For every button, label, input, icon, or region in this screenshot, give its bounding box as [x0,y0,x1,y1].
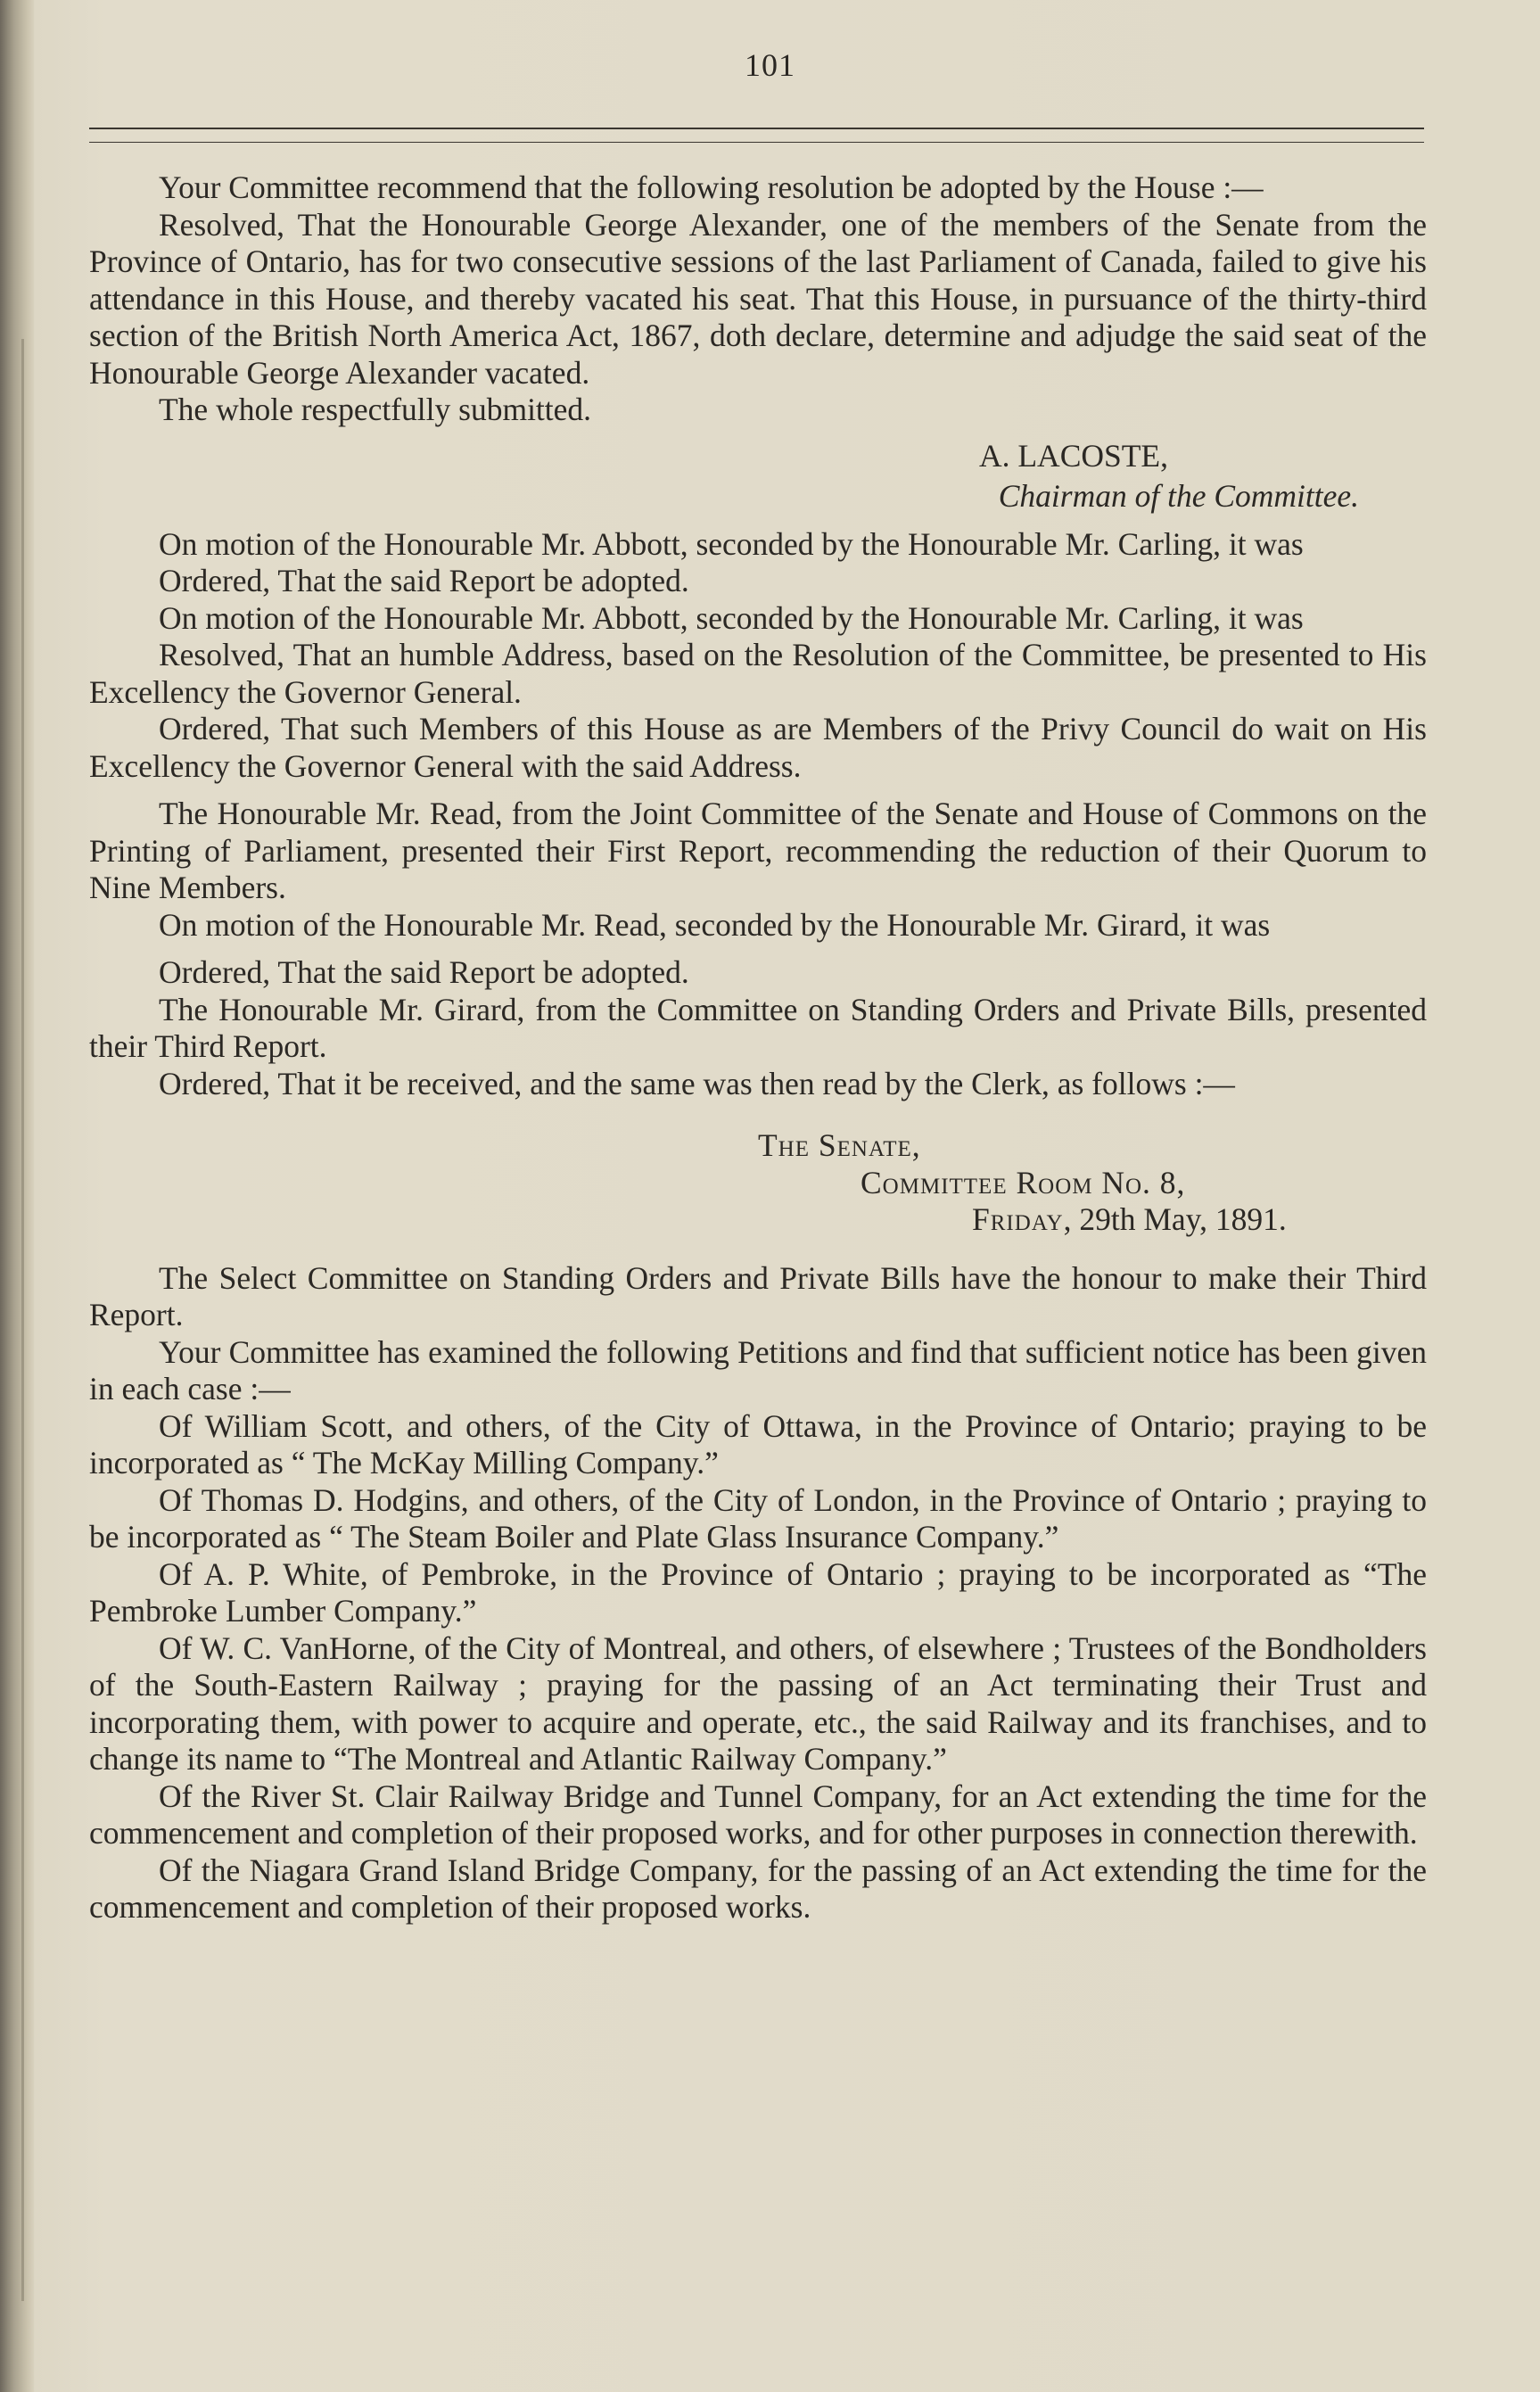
paragraph-motion-abbott-2: On motion of the Honourable Mr. Abbott, seconded by the Honourable Mr. Carling, it was [159,599,1304,636]
paragraph-ordered-privy-council: Ordered, That such Members of this House as are Members of the Privy Council do wait on His Excellency the Governor General with the said Address. [89,711,1427,784]
paragraph-resolved-address: Resolved, That an humble Address, based on the Resolution of the Committee, be presented to His Excellency the Governor General. [89,637,1427,710]
paragraph-committee-recommend: Your Committee recommend that the following resolution be adopted by the House :— [159,169,1264,205]
petition-niagara-bridge: Of the Niagara Grand Island Bridge Company, for the passing of an Act extending the time for the commencement and completion of their proposed works. [89,1852,1427,1925]
petition-vanhorne: Of W. C. VanHorne, of the City of Montreal, and others, of elsewhere ; Trustees of the Bondholders of the South-Eastern Railway ; praying for the passing of an Act terminating their Trust and incorporating them, with power to acquire and operate, etc., the said Railway and its franchises, and to change its name to “The Montreal and Atlantic Railway Company.” [89,1629,1427,1777]
signature-name: A. LACOSTE, [978,437,1168,474]
paragraph-select-committee: The Select Committee on Standing Orders and Private Bills have the honour to make their Third Report. [89,1259,1427,1332]
report-header-committee-room: Committee Room No. 8, [861,1164,1186,1200]
paragraph-motion-read: On motion of the Honourable Mr. Read, seconded by the Honourable Mr. Girard, it was [159,906,1271,943]
report-header-date [89,1201,1427,1239]
paragraph-ordered-report-adopted-2: Ordered, That the said Report be adopted. [159,954,689,990]
header-rule [89,128,1424,143]
report-header-day: Friday [972,1201,1064,1237]
page-number: 101 [745,47,795,83]
body-text [89,169,1427,1926]
petition-thomas-hodgins: Of Thomas D. Hodgins, and others, of the City of London, in the Province of Ontario ; praying to be incorporated as “ The Steam Boiler and Plate Glass Insurance Company.” [89,1481,1427,1555]
paragraph-read-printing-report: The Honourable Mr. Read, from the Joint Committee of the Senate and House of Commons on the Printing of Parliament, presented their First Report, recommending the reduction of their Quorum to Nine Members. [89,796,1427,905]
book-binding-edge [0,0,34,2392]
paragraph-girard-third-report: The Honourable Mr. Girard, from the Committee on Standing Orders and Private Bills, presented their Third Report. [89,991,1427,1064]
paragraph-petitions-examined: Your Committee has examined the following Petitions and find that sufficient notice has been given in each case :— [89,1333,1427,1406]
paragraph-respectfully-submitted: The whole respectfully submitted. [159,392,592,427]
petition-ap-white: Of A. P. White, of Pembroke, in the Province of Ontario ; praying to be incorporated as “The Pembroke Lumber Company.” [89,1555,1427,1629]
paragraph-ordered-report-adopted-1: Ordered, That the said Report be adopted. [159,563,689,598]
paragraph-motion-abbott-1: On motion of the Honourable Mr. Abbott, seconded by the Honourable Mr. Carling, it was [159,525,1304,562]
petition-st-clair-bridge: Of the River St. Clair Railway Bridge and Tunnel Company, for an Act extending the time for the commencement and completion of their proposed works, and for other purposes in connection therewith. [89,1778,1427,1851]
petition-william-scott: Of William Scott, and others, of the City of Ottawa, in the Province of Ontario; praying to be incorporated as “ The McKay Milling Company.” [89,1407,1427,1481]
report-header-date-text: , 29th May, 1891. [1063,1201,1287,1237]
signature-title: Chairman of the Committee. [998,478,1359,514]
report-header-senate: The Senate, [758,1127,921,1163]
paragraph-resolution-alexander: Resolved, That the Honourable George Alexander, one of the members of the Senate from the Province of Ontario, has for two consecutive sessions of the last Parliament of Canada, failed to give his attendance in this House, and thereby vacated his seat. That this House, in pursuance of the thirty-third section of the British North America Act, 1867, doth declare, determine and adjudge the said seat of the Honourable George Alexander vacated. [89,206,1427,391]
binding-shadow-line [21,339,24,2301]
paragraph-ordered-received: Ordered, That it be received, and the same was then read by the Clerk, as follows :— [159,1065,1235,1101]
